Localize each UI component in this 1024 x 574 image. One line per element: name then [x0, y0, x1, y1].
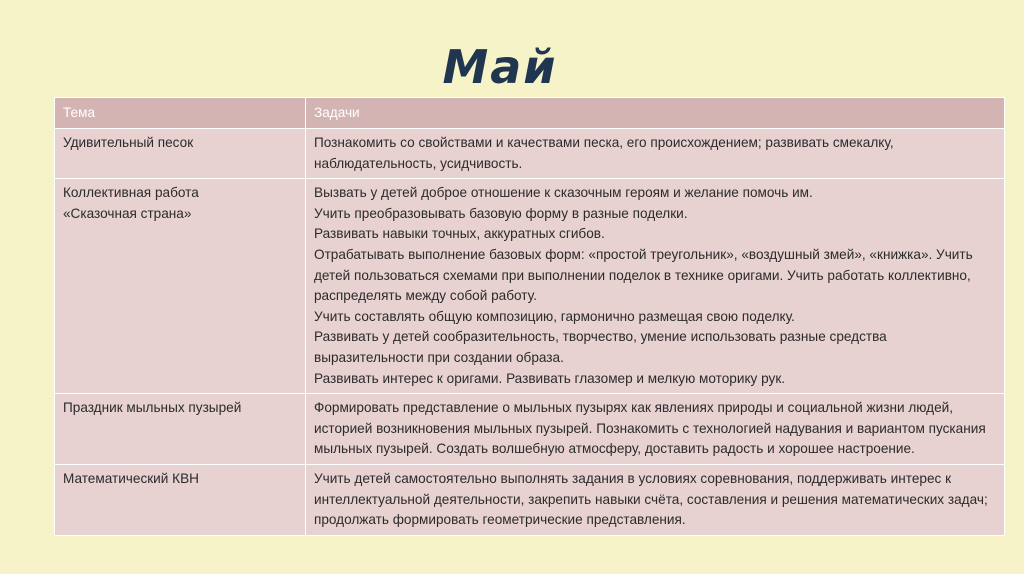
table-row — [55, 394, 1005, 465]
table-header-row — [55, 98, 1005, 129]
task-line: Отрабатывать выполнение базовых форм: «простой треугольник», «воздушный змей», «книжка». Учить детей пользоваться схемами при выполнении поделок в технике оригами. Учить работать коллективно, распределять между собой работу. — [314, 246, 973, 304]
task-line: Развивать у детей сообразительность, творчество, умение использовать разные средства выразительности при создании образа. — [314, 329, 887, 365]
topic-line: Удивительный песок — [63, 135, 194, 150]
table-row — [55, 179, 1005, 394]
topic-cell — [55, 179, 306, 394]
tasks-cell — [306, 394, 1005, 465]
topic-line: Коллективная работа — [63, 185, 199, 201]
task-line: Учить составлять общую композицию, гармонично размещая свою поделку. — [314, 308, 795, 324]
topic-cell — [55, 464, 306, 535]
tasks-cell — [306, 179, 1005, 394]
task-line: Учить детей самостоятельно выполнять задания в условиях соревнования, поддерживать интерес к интеллектуальной деятельности, закрепить навыки счёта, составления и решения математических задач; продолжать формировать геометрические представления. — [314, 470, 988, 528]
task-line: Учить преобразовывать базовую форму в разные поделки. — [314, 205, 688, 221]
topic-line: Праздник мыльных пузырей — [63, 400, 242, 416]
task-line: Развивать навыки точных, аккуратных сгибов. — [314, 226, 605, 242]
topic-cell — [55, 394, 306, 465]
topic-cell — [55, 129, 306, 179]
task-line: Формировать представление о мыльных пузырях как явлениях природы и социальной жизни людей, историей возникновения мыльных пузырей. Познакомить с технологией надувания и вариантом пускания мыльных пузырей. Создать волшебную атмосферу, доставить радость и хорошее настроение. — [314, 400, 986, 457]
tasks-cell — [306, 129, 1005, 179]
task-line: Вызвать у детей доброе отношение к сказочным героям и желание помочь им. — [314, 185, 813, 201]
plan-table — [54, 97, 1005, 536]
task-line: Познакомить со свойствами и качествами песка, его происхождением; развивать смекалку, наблюдательность, усидчивость. — [314, 135, 894, 171]
topic-line: Математический КВН — [63, 470, 199, 486]
table-row — [55, 129, 1005, 179]
topic-line: «Сказочная страна» — [63, 205, 192, 221]
task-line: Развивать интерес к оригами. Развивать глазомер и мелкую моторику рук. — [314, 370, 786, 386]
slide-title: Май — [442, 40, 558, 94]
table-row — [55, 464, 1005, 535]
tasks-cell — [306, 464, 1005, 535]
header-tasks: Задачи — [306, 98, 1005, 129]
header-topic: Тема — [55, 98, 306, 129]
